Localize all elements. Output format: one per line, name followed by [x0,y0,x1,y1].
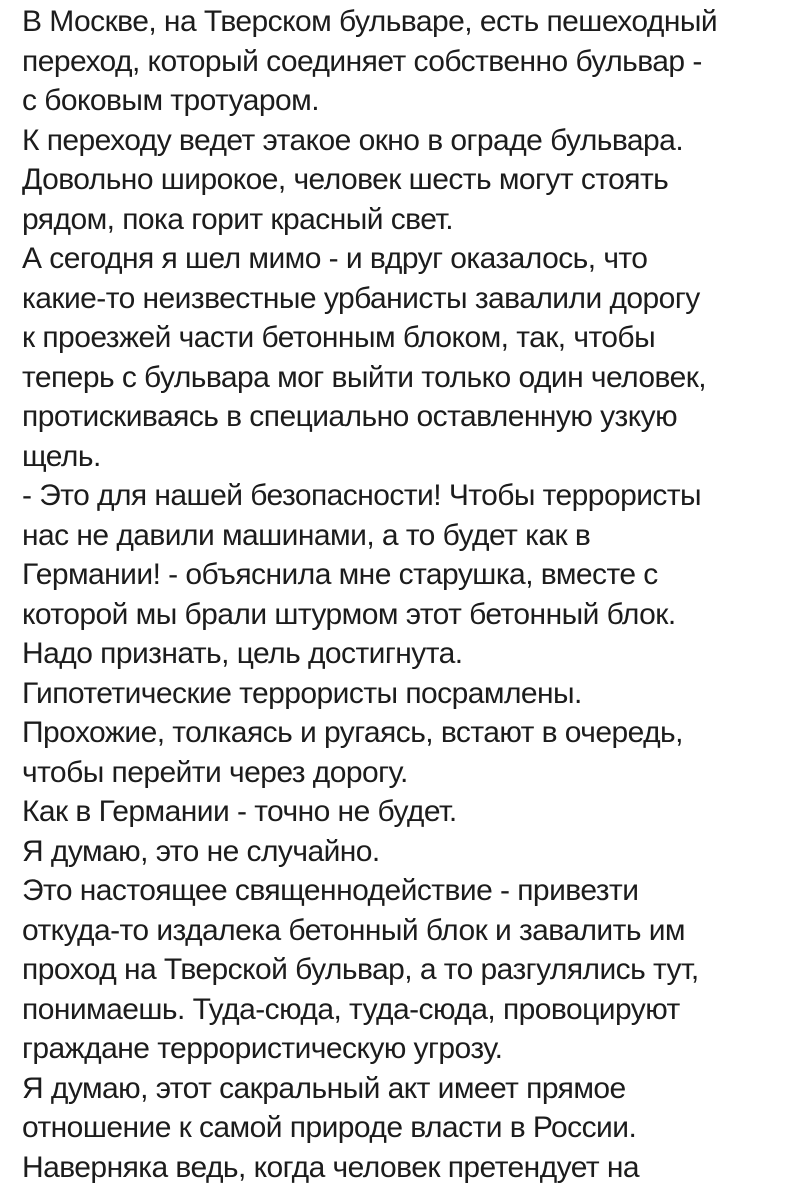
text-line: К переходу ведет этакое окно в ограде бульвара. [22,123,684,157]
text-line: нас не давили машинами, а то будет как в [22,518,591,552]
text-line: А сегодня я шел мимо - и вдруг оказалось, что [22,242,648,275]
text-line: какие-то неизвестные урбанисты завалили дорогу [22,281,700,315]
text-line: Гипотетические террористы посрамлены. [22,676,582,710]
text-line: Я думаю, это не случайно. [22,834,380,868]
text-line: проход на Тверской бульвар, а то разгулялись тут, [22,953,699,986]
text-line: щель. [22,439,101,473]
text-line: которой мы брали штурмом этот бетонный блок. [22,597,676,631]
text-line: Надо признать, цель достигнута. [22,637,463,670]
text-line: переход, который соединяет собственно бульвар - [22,44,702,78]
text-line: Это настоящее священнодействие - привезти [22,874,639,907]
text-line: Довольно широкое, человек шесть могут стоять [22,163,669,196]
post-text [22,0,792,1187]
text-line: откуда-то издалека бетонный блок и завалить им [22,913,685,947]
text-line: протискиваясь в специально оставленную узкую [22,400,678,433]
text-line: с боковым тротуаром. [22,84,320,117]
text-line: Германии! - объяснила мне старушка, вместе с [22,558,658,591]
text-line: рядом, пока горит красный свет. [22,202,454,236]
text-line: понимаешь. Туда-сюда, туда-сюда, провоцируют [22,992,680,1026]
text-line: В Москве, на Тверском бульваре, есть пешеходный [22,5,718,38]
text-line: - Это для нашей безопасности! Чтобы террористы [22,479,702,512]
text-line: Прохожие, толкаясь и ругаясь, встают в очередь, [22,716,683,749]
text-line: Наверняка ведь, когда человек претендует на [22,1150,640,1184]
text-line: теперь с бульвара мог выйти только один человек, [22,360,707,394]
text-line: к проезжей части бетонным блоком, так, чтобы [22,321,656,354]
text-line: Я думаю, этот сакральный акт имеет прямое [22,1071,626,1105]
text-line: отношение к самой природе власти в России. [22,1111,637,1144]
text-line: граждане террористическую угрозу. [22,1032,503,1065]
text-line: чтобы перейти через дорогу. [22,755,408,789]
text-line: Как в Германии - точно не будет. [22,795,457,828]
